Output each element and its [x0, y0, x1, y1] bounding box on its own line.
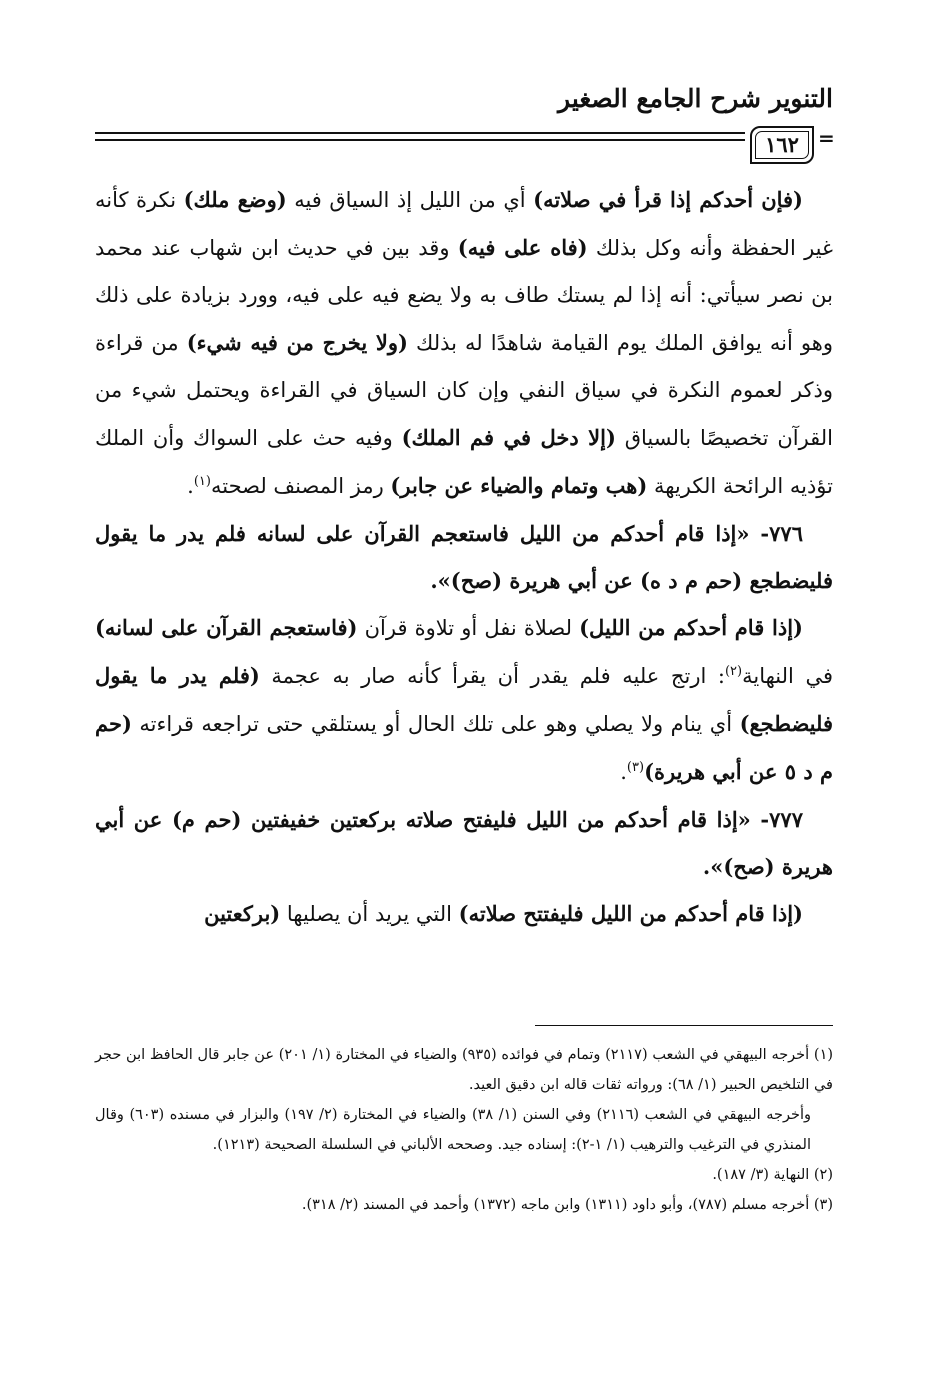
commentary-text: لصلاة نفل أو تلاوة قرآن [357, 616, 580, 640]
footnote-marker-1[interactable]: (١) [193, 474, 211, 489]
quoted-phrase: (إذا قام أحدكم من الليل فليفتتح صلاته) [458, 901, 803, 926]
running-title: التنوير شرح الجامع الصغير [558, 84, 833, 113]
commentary-paragraph-2 [95, 604, 833, 796]
commentary-text: أي من الليل إذ السياق فيه [286, 188, 534, 212]
quoted-phrase: (فلم يدر ما يقول فليضطجع) [95, 663, 833, 736]
commentary-text: . [620, 760, 627, 784]
footnote-separator [535, 1025, 833, 1026]
quoted-phrase: (بركعتين [204, 901, 281, 926]
commentary-paragraph-3 [95, 890, 833, 938]
page-number: ١٦٢ [765, 132, 799, 157]
commentary-text: التي يريد أن يصليها [280, 902, 459, 926]
quoted-phrase: (حم م د ٥ عن أبي هريرة) [95, 711, 833, 784]
quoted-phrase: (فاستعجم القرآن على لسانه) [95, 615, 358, 640]
quoted-phrase: (ولا يخرج من فيه شيء) [186, 330, 408, 355]
commentary-text: أي ينام ولا يصلي وهو على تلك الحال أو يستلقي حتى تراجعه قراءته [131, 712, 740, 736]
quoted-phrase: (هب وتمام والضياء عن جابر) [390, 473, 648, 498]
footnote-1: (١) أخرجه البيهقي في الشعب (٢١١٧) وتمام في فوائده (٩٣٥) والضياء في المختارة (١/ ٢٠١) عن جابر قال الحافظ ابن حجر في التلخيص الحبير (١/ ٦٨): ورواته ثقات قاله ابن دقيق العيد. [95, 1047, 834, 1093]
commentary-text: رمز المصنف لصحته [210, 474, 391, 498]
footnote-1-continued: وأخرجه البيهقي في الشعب (٢١١٦) وفي السنن (١/ ٣٨) والضياء في المختارة (٢/ ١٩٧) والبزار في مسنده (٦٠٣) وقال المنذري في الترغيب والترهيب (١/ ١-٢): إسناده جيد. وصححه الألباني في السلسلة الصحيحة (١٢١٣). [95, 1107, 811, 1153]
hadith-777: ٧٧٧- «إذا قام أحدكم من الليل فليفتح صلاته بركعتين خفيفتين (حم م) عن أبي هريرة (صح)». [95, 807, 833, 879]
commentary-text: وفيه حث على السواك وأن الملك تؤذيه الرائحة الكريهة [95, 426, 833, 498]
footnote-marker-2[interactable]: (٢) [724, 664, 743, 679]
commentary-text: نكرة كأنه غير الحفظة وأنه وكل بذلك [95, 188, 833, 260]
footnote-2: (٢) النهاية (٣/ ١٨٧). [712, 1167, 833, 1183]
footnote-marker-3[interactable]: (٣) [626, 760, 645, 775]
commentary-text: من قراءة وذكر لعموم النكرة في سياق النفي وإن كان السياق في القراءة ويحتمل شيء من القرآن تخصيصًا بالسياق [95, 331, 834, 450]
quoted-phrase: (وضع ملك) [183, 187, 287, 212]
header-rule-bottom [95, 139, 745, 141]
page-number-frame [750, 126, 814, 164]
hadith-776: ٧٧٦- «إذا قام أحدكم من الليل فاستعجم القرآن على لسانه فلم يدر ما يقول فليضطجع (حم م د ه) عن أبي هريرة (صح)». [95, 521, 833, 593]
quoted-phrase: (إذا قام أحدكم من الليل) [579, 615, 803, 640]
quoted-phrase: (فإن أحدكم إذا قرأ في صلاته) [533, 187, 803, 212]
header-corner-mark: = [818, 126, 835, 150]
commentary-text: في النهاية [742, 664, 833, 688]
footnote-3: (٣) أخرجه مسلم (٧٨٧)، وأبو داود (١٣١١) وابن ماجه (١٣٧٢) وأحمد في المسند (٢/ ٣١٨). [301, 1197, 833, 1213]
commentary-text: . [187, 474, 194, 498]
footnotes [95, 1040, 833, 1220]
commentary-paragraph-1 [95, 176, 833, 510]
quoted-phrase: (فاه على فيه) [457, 235, 588, 260]
commentary-text: وقد بين في حديث ابن شهاب عند محمد بن نصر سيأتي: أنه إذا لم يستك طاف به ولا يضع فيه على فيه، وورد بزيادة على ذلك وهو أنه يوافق الملك يوم القيامة شاهدًا له بذلك [95, 236, 833, 355]
commentary-text: : ارتج عليه فلم يقدر أن يقرأ كأنه صار به عجمة [259, 664, 725, 688]
quoted-phrase: (إلا دخل في فم الملك) [401, 425, 616, 450]
header-rule-top [95, 132, 745, 134]
main-text [95, 176, 833, 938]
